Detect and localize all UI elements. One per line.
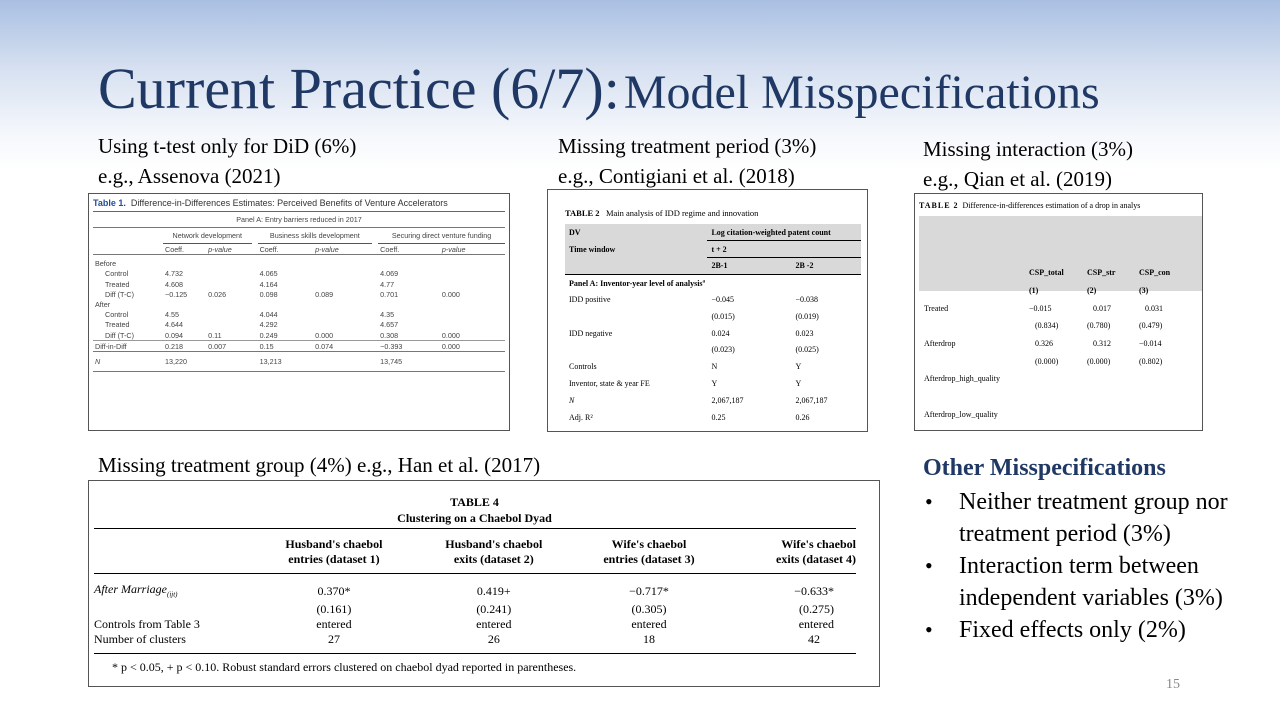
coeff-header: Coeff. [259, 244, 279, 254]
pvalue-header: p-value [315, 244, 339, 254]
period-caption-line2: e.g., Contigiani et al. (2018) [558, 164, 795, 188]
table-row: Control 4.732 4.065 4.069 [105, 269, 399, 279]
bullet-icon: • [925, 489, 933, 514]
table-row: (0.000) (0.000) (0.802) [1035, 356, 1163, 366]
han-col-header: Husband's chaebol entries (dataset 1) [254, 529, 414, 574]
table-row: Inventor, state & year FE Y Y [569, 379, 802, 389]
han-col-header: Wife's chaebol exits (dataset 4) [724, 529, 856, 574]
coeff-header: Coeff. [380, 244, 400, 254]
assenova-table-image [88, 193, 510, 431]
assenova-group-header: Network development [163, 228, 252, 244]
table-row: N 2,067,187 2,067,187 [569, 395, 828, 405]
ttest-caption-line2: e.g., Assenova (2021) [98, 164, 281, 188]
qian-table-image [914, 193, 1203, 431]
list-item: • Neither treatment group nor treatment period (3%) [923, 486, 1268, 550]
table-row: Afterdrop_high_quality [924, 374, 1000, 384]
han-table-note: * p < 0.05, + p < 0.10. Robust standard errors clustered on chaebol dyad reported in parentheses. [112, 659, 577, 674]
bullet-icon: • [925, 553, 933, 578]
han-table-title: TABLE 4 [450, 495, 499, 509]
other-misspecifications-heading: Other Misspecifications [923, 455, 1166, 481]
bullet-icon: • [925, 617, 933, 642]
table-row: Diff (T-C) 0.094 0.11 0.249 0.000 0.308 0.000 [105, 330, 460, 340]
contigiani-table: DV Log citation-weighted patent count Time window t + 2 2B-1 2B -2 Panel A: Inventor-year level of analysis$^a$ IDD positive −0.045 −0.038 (0.015) (0.019) IDD negative 0.024 0.023 (0.023) (0.025) Controls N Y Inventor, state & year FE Y Y N 2,067,187 2,067,187 Adj. R² 0.25 0.26 [565, 224, 861, 426]
table-row: (0.161) (0.241) (0.305) (0.275) [316, 601, 834, 616]
table-row: Afterdrop_low_quality [924, 409, 998, 419]
table-row: N 13,220 13,213 13,745 [93, 352, 505, 372]
table-row: After Marriage$_{(ijt)}$ 0.370* 0.419+ −0.717* −0.633* [94, 581, 834, 599]
table-row: After [95, 300, 111, 310]
period-caption-line1: Missing treatment period (3%) [558, 134, 817, 158]
han-col-header: Husband's chaebol exits (dataset 2) [414, 529, 574, 574]
interaction-caption-line2: e.g., Qian et al. (2019) [923, 167, 1112, 191]
coeff-header: Coeff. [165, 244, 185, 254]
title-main: Current Practice (6/7): [98, 56, 620, 121]
han-table-subtitle: Clustering on a Chaebol Dyad [397, 511, 552, 525]
assenova-group-header: Securing direct venture funding [378, 228, 505, 244]
table-row: (0.015) (0.019) [711, 311, 819, 321]
table-row: Treated 4.644 4.292 4.657 [105, 320, 399, 330]
table-row: Diff (T-C) −0.125 0.026 0.098 0.089 0.701 0.000 [105, 289, 460, 299]
table-row: IDD positive −0.045 −0.038 [569, 295, 818, 305]
pvalue-header: p-value [441, 244, 466, 254]
han-col-header: Wife's chaebol entries (dataset 3) [574, 529, 724, 574]
assenova-group-header: Business skills development [258, 228, 373, 244]
table-row: Number of clusters 27 26 18 42 [94, 632, 856, 654]
period-caption [558, 131, 816, 191]
table-row: IDD negative 0.024 0.023 [569, 328, 814, 338]
ttest-caption [98, 131, 356, 191]
other-misspecifications-list [923, 486, 1268, 646]
list-item: • Interaction term between independent variables (3%) [923, 550, 1268, 614]
slide-title [98, 56, 1100, 121]
ttest-caption-line1: Using t-test only for DiD (6%) [98, 134, 357, 158]
qian-table-caption: TABLE 2 Difference-in-differences estimation of a drop in analys [919, 201, 1141, 210]
table-row: Controls N Y [569, 362, 802, 372]
group-caption: Missing treatment group (4%) e.g., Han et al. (2017) [98, 453, 541, 477]
table-row: Controls from Table 3 entered entered entered entered [94, 616, 834, 631]
table-row: Treated −0.015 0.017 0.031 [924, 303, 1163, 313]
list-item: • Fixed effects only (2%) [923, 614, 1268, 646]
contigiani-table-image [547, 189, 868, 432]
table-row: Adj. R² 0.25 0.26 [569, 412, 810, 422]
table-row [921, 388, 1173, 406]
interaction-caption [923, 134, 1133, 194]
table-row: Diff-in-Diff 0.218 0.007 0.15 0.074 −0.393 0.000 [93, 341, 505, 352]
contigiani-table-caption: TABLE 2 Main analysis of IDD regime and innovation [565, 208, 759, 218]
page-number: 15 [1166, 677, 1180, 692]
pvalue-header: p-value [208, 244, 232, 254]
assenova-table-caption: Table 1. Difference-in-Differences Estimates: Perceived Benefits of Venture Accelerators [93, 198, 505, 212]
table-row: Treated 4.608 4.164 4.77 [105, 279, 395, 289]
assenova-panel-label: Panel A: Entry barriers reduced in 2017 [93, 212, 505, 228]
qian-table: CSP_total CSP_str CSP_con (1) (2) (3) Treated −0.015 0.017 0.031 (0.834) (0.780) (0.479) Afterdrop 0.326 0.312 −0.014 (0.000) (0.000) (0.802) Afterdrop_high_quality Afterdrop_low_quality [921, 264, 1173, 423]
table-row: (0.834) (0.780) (0.479) [1035, 321, 1163, 331]
table-row: Control 4.55 4.044 4.35 [105, 310, 395, 320]
title-sub: Model Misspecifications [623, 66, 1100, 119]
han-table [94, 528, 856, 654]
assenova-table [93, 212, 505, 372]
table-row: Before [95, 259, 117, 269]
table-row: Afterdrop 0.326 0.312 −0.014 [924, 339, 1162, 349]
han-table-image [88, 480, 880, 687]
table-row: (0.023) (0.025) [711, 345, 819, 355]
interaction-caption-line1: Missing interaction (3%) [923, 137, 1133, 161]
